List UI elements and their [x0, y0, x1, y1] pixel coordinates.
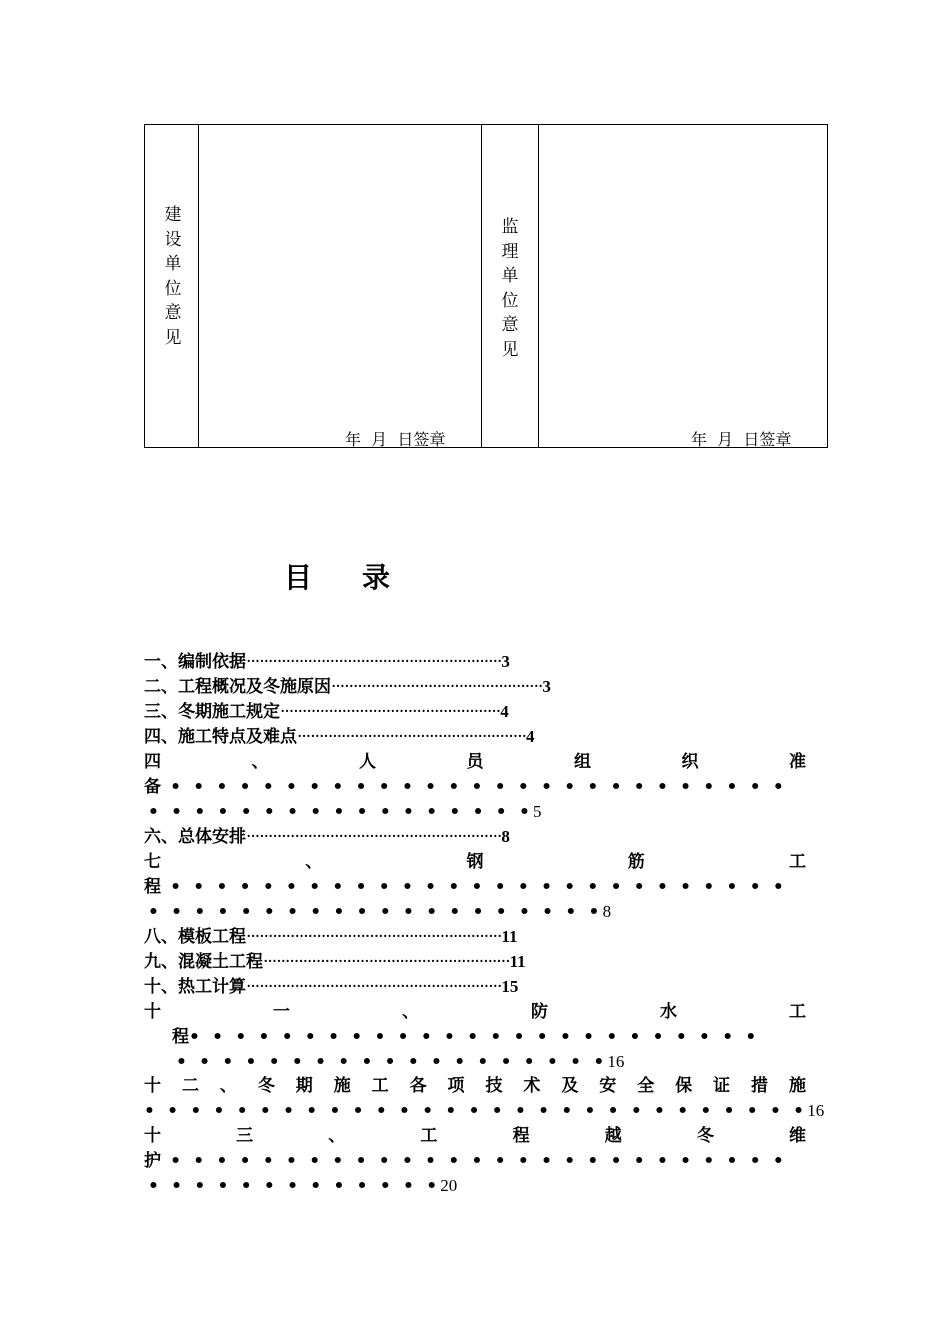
toc-item-text: 二、工程概况及冬施原因 — [144, 677, 331, 697]
toc-page-number: 15 — [501, 977, 519, 996]
toc-item-text: 程 — [172, 1027, 189, 1047]
toc-item-text: 备 — [144, 777, 161, 797]
toc-item-char: 七 — [144, 852, 161, 872]
toc-page-number: 11 — [501, 927, 518, 946]
table-divider — [198, 125, 199, 447]
toc-item — [144, 1124, 806, 1148]
toc-page-number: 16 — [807, 1101, 825, 1120]
toc-leader: • • • • • • • • • • • • • • • • • • • • • • • • • • • • • — [144, 1101, 808, 1121]
toc-leader: • • • • • • • • • • • • • — [148, 1176, 441, 1196]
toc-item-char: 员 — [466, 752, 484, 772]
supervision-unit-signature-date: 年 月 日签章 — [691, 430, 792, 449]
toc-item-char: 人 — [359, 752, 376, 772]
toc-item-char: 防 — [531, 1002, 548, 1022]
table-divider — [481, 125, 482, 447]
toc-item-char: 证 — [713, 1076, 731, 1096]
toc-item — [144, 675, 551, 699]
toc-item-char: 保 — [675, 1076, 693, 1096]
toc-item-char: 三 — [236, 1126, 254, 1146]
toc-item-char: 、 — [251, 752, 269, 772]
toc-leader: ·························································· — [246, 927, 502, 947]
toc-item-char: 、 — [305, 852, 323, 872]
toc-item-text: 一、编制依据 — [144, 652, 246, 672]
toc-page-number: 3 — [501, 652, 510, 671]
construction-unit-opinion-label: 建设单位意见 — [164, 205, 182, 348]
toc-page-number: 4 — [500, 702, 509, 721]
supervision-unit-opinion-label: 监理单位意见 — [501, 217, 519, 360]
toc-item-text: 六、总体安排 — [144, 827, 246, 847]
toc-leader: • • • • • • • • • • • • • • • • • • • • • • • • • • • — [161, 877, 787, 897]
toc-leader: ·················································· — [280, 702, 501, 722]
toc-leader: • • • • • • • • • • • • • • • • • — [148, 802, 534, 822]
toc-item-char: 一 — [273, 1002, 290, 1022]
toc-item-char: 十 — [144, 1002, 161, 1022]
toc-item-char: 准 — [789, 752, 806, 772]
table-divider — [538, 125, 539, 447]
toc-leader: ·························································· — [246, 827, 502, 847]
toc-item — [144, 975, 518, 999]
toc-page-number: 8 — [602, 902, 612, 921]
toc-item-char: 全 — [637, 1076, 655, 1096]
toc-title-char-2: 录 — [362, 561, 391, 594]
toc-item-char: 程 — [512, 1126, 530, 1146]
toc-page-number: 8 — [501, 827, 510, 846]
toc-leader: ·························································· — [246, 652, 502, 672]
toc-page-number: 11 — [509, 952, 526, 971]
toc-item-char: 工 — [420, 1126, 438, 1146]
toc-item-char: 维 — [788, 1126, 806, 1146]
toc-item-char: 工 — [789, 852, 806, 872]
toc-item-continued — [148, 800, 542, 824]
toc-item-text: 护 — [144, 1151, 161, 1171]
toc-item-continued — [144, 775, 787, 799]
toc-item-char: 期 — [295, 1076, 313, 1096]
toc-leader: • • • • • • • • • • • • • • • • • • • • • • • • • • • — [161, 1151, 787, 1171]
toc-item-text: 十、热工计算 — [144, 977, 246, 997]
toc-item — [144, 750, 806, 774]
toc-item-continued — [148, 1174, 457, 1198]
toc-item-char: 十 — [144, 1076, 161, 1096]
toc-item-text: 程 — [144, 877, 161, 897]
toc-item-char: 及 — [561, 1076, 579, 1096]
toc-item-continued — [148, 900, 611, 924]
toc-leader: • • • • • • • • • • • • • • • • • • • • • • • • • — [189, 1027, 760, 1047]
toc-item — [144, 850, 806, 874]
toc-item-char: 、 — [402, 1002, 419, 1022]
toc-item-continued — [172, 1025, 760, 1049]
toc-item-continued — [144, 875, 787, 899]
toc-item — [144, 650, 510, 674]
toc-title-char-1: 目 — [284, 561, 313, 594]
toc-leader: • • • • • • • • • • • • • • • • • • • — [176, 1052, 608, 1072]
toc-item — [144, 925, 517, 949]
approval-table — [144, 124, 828, 448]
toc-item-char: 安 — [599, 1076, 617, 1096]
toc-leader: ························································ — [263, 952, 510, 972]
toc-item-text: 四、施工特点及难点 — [144, 727, 297, 747]
toc-leader: ················································ — [331, 677, 543, 697]
toc-page-number: 4 — [526, 727, 535, 746]
toc-item-char: 项 — [447, 1076, 465, 1096]
toc-item — [144, 825, 510, 849]
toc-item-continued — [144, 1099, 824, 1123]
toc-item — [144, 1074, 806, 1098]
toc-item — [144, 725, 535, 749]
toc-item-char: 施 — [333, 1076, 351, 1096]
toc-item-continued — [144, 1149, 787, 1173]
toc-leader: ···················································· — [297, 727, 526, 747]
toc-item-text: 九、混凝土工程 — [144, 952, 263, 972]
toc-item-text: 八、模板工程 — [144, 927, 246, 947]
construction-unit-signature-date: 年 月 日签章 — [345, 430, 446, 449]
toc-item-char: 十 — [144, 1126, 161, 1146]
toc-item-text: 三、冬期施工规定 — [144, 702, 280, 722]
toc-item-char: 、 — [328, 1126, 346, 1146]
toc-item-continued — [176, 1050, 624, 1074]
toc-item-char: 工 — [371, 1076, 389, 1096]
toc-leader: • • • • • • • • • • • • • • • • • • • • • • • • • • • — [161, 777, 787, 797]
toc-page-number: 16 — [607, 1052, 625, 1071]
toc-item-char: 工 — [789, 1002, 806, 1022]
toc-item-char: 措 — [751, 1076, 768, 1096]
toc-item-char: 钢 — [466, 852, 484, 872]
toc-leader: ·························································· — [246, 977, 502, 997]
toc-item-char: 筋 — [627, 852, 645, 872]
toc-item-char: 术 — [523, 1076, 541, 1096]
toc-item — [144, 950, 526, 974]
toc-item-char: 冬 — [696, 1126, 714, 1146]
toc-page-number: 20 — [440, 1176, 458, 1195]
toc-leader: • • • • • • • • • • • • • • • • • • • • — [148, 902, 603, 922]
toc-page-number: 5 — [533, 802, 542, 821]
toc-item-char: 、 — [219, 1076, 237, 1096]
toc-item-char: 施 — [788, 1076, 806, 1096]
toc-item — [144, 700, 509, 724]
toc-item-char: 织 — [681, 752, 699, 772]
toc-item-char: 水 — [660, 1002, 677, 1022]
toc-item-char: 冬 — [257, 1076, 275, 1096]
toc-item-char: 四 — [144, 752, 161, 772]
toc-item-char: 各 — [409, 1076, 427, 1096]
toc-item-char: 二 — [181, 1076, 199, 1096]
toc-item-char: 组 — [574, 752, 591, 772]
toc-item — [144, 1000, 806, 1024]
toc-item-char: 技 — [485, 1076, 503, 1096]
toc-item-char: 越 — [604, 1126, 622, 1146]
toc-page-number: 3 — [542, 677, 551, 696]
